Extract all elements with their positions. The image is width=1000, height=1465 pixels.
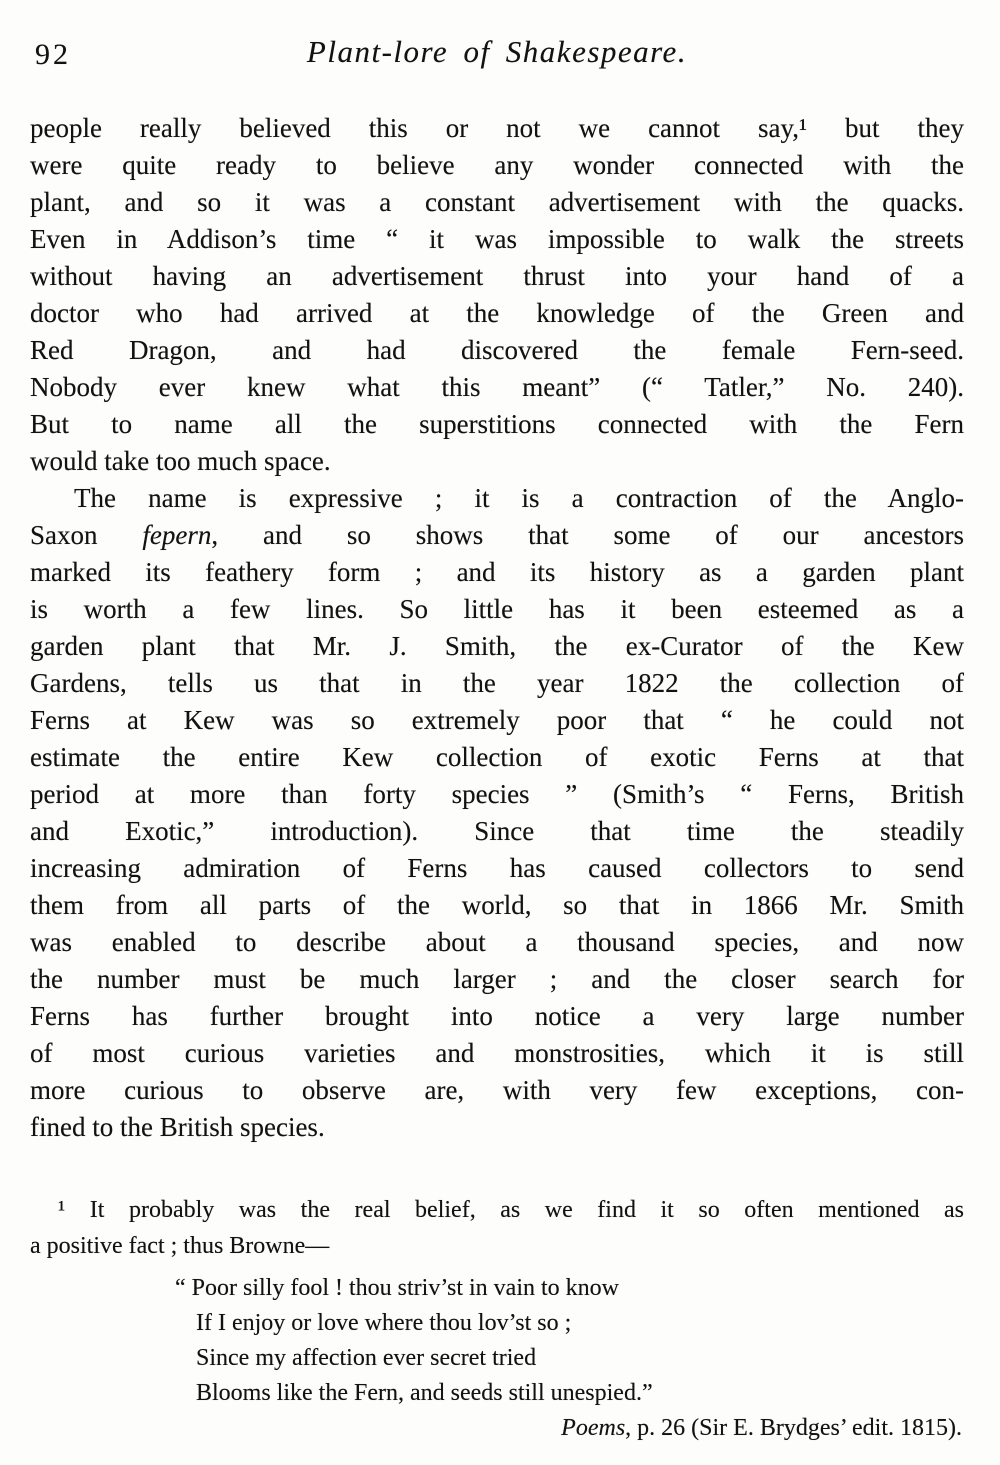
text-line: and Exotic,” introduction). Since that time the steadily xyxy=(30,816,964,846)
poem-attribution xyxy=(30,1411,964,1446)
text-line: Ferns has further brought into notice a very large number xyxy=(30,1001,964,1031)
text-line: would take too much space. xyxy=(30,446,331,476)
text-line: Red Dragon, and had discovered the female Fern-seed. xyxy=(30,335,964,365)
text-line: period at more than forty species ” (Smith’s “ Ferns, British xyxy=(30,779,964,809)
text-line: plant, and so it was a constant advertisement with the quacks. xyxy=(30,187,964,217)
poem-line: “ Poor silly fool ! thou striv’st in vain to know xyxy=(175,1275,619,1301)
work-title: Poems xyxy=(561,1415,626,1441)
text-line: were quite ready to believe any wonder connected with the xyxy=(30,150,964,180)
text-segment: Saxon xyxy=(30,520,143,550)
text-line: Ferns at Kew was so extremely poor that “ he could not xyxy=(30,705,964,735)
running-title: Plant-lore of Shakespeare. xyxy=(306,34,688,69)
footnote-poem xyxy=(175,1271,964,1411)
text-line: is worth a few lines. So little has it been esteemed as a xyxy=(30,594,964,624)
text-line: without having an advertisement thrust into your hand of a xyxy=(30,261,964,291)
text-line: Nobody ever knew what this meant” (“ Tatler,” No. 240). xyxy=(30,372,964,402)
page-header xyxy=(30,34,964,80)
footnote-line: ¹ It probably was the real belief, as we find it so often mentioned as xyxy=(58,1197,964,1223)
text-line: The name is expressive ; it is a contraction of the Anglo- xyxy=(74,483,964,513)
poem-line: If I enjoy or love where thou lov’st so ; xyxy=(196,1310,572,1336)
paragraph-1 xyxy=(30,110,964,480)
text-line: them from all parts of the world, so that in 1866 Mr. Smith xyxy=(30,890,964,920)
text-line: garden plant that Mr. J. Smith, the ex-Curator of the Kew xyxy=(30,631,964,661)
text-line: doctor who had arrived at the knowledge of the Green and xyxy=(30,298,964,328)
footnote xyxy=(30,1192,964,1446)
italic-word: fepern xyxy=(142,520,212,550)
footnote-line: a positive fact ; thus Browne— xyxy=(30,1233,330,1259)
text-line: fined to the British species. xyxy=(30,1112,325,1142)
text-line: But to name all the superstitions connected with the Fern xyxy=(30,409,964,439)
text-line: of most curious varieties and monstrosities, which it is still xyxy=(30,1038,964,1068)
text-line xyxy=(30,517,964,554)
poem-line: Since my affection ever secret tried xyxy=(196,1345,537,1371)
text-line: estimate the entire Kew collection of exotic Ferns at that xyxy=(30,742,964,772)
text-line: more curious to observe are, with very few exceptions, con- xyxy=(30,1075,964,1105)
text-line: marked its feathery form ; and its history as a garden plant xyxy=(30,557,964,587)
poem-line: Blooms like the Fern, and seeds still unespied.” xyxy=(196,1380,653,1406)
page-number: 92 xyxy=(35,38,71,71)
text-line: the number must be much larger ; and the closer search for xyxy=(30,964,964,994)
text-segment: , and so shows that some of our ancestors xyxy=(211,520,964,550)
text-line: was enabled to describe about a thousand species, and now xyxy=(30,927,964,957)
paragraph-2 xyxy=(30,480,964,1146)
text-line: increasing admiration of Ferns has caused collectors to send xyxy=(30,853,964,883)
text-line: Gardens, tells us that in the year 1822 the collection of xyxy=(30,668,964,698)
text-line: Even in Addison’s time “ it was impossible to walk the streets xyxy=(30,224,964,254)
text-line: people really believed this or not we cannot say,¹ but they xyxy=(30,113,964,143)
body-text xyxy=(30,110,964,1146)
attribution-rest: , p. 26 (Sir E. Brydges’ edit. 1815). xyxy=(625,1415,962,1441)
